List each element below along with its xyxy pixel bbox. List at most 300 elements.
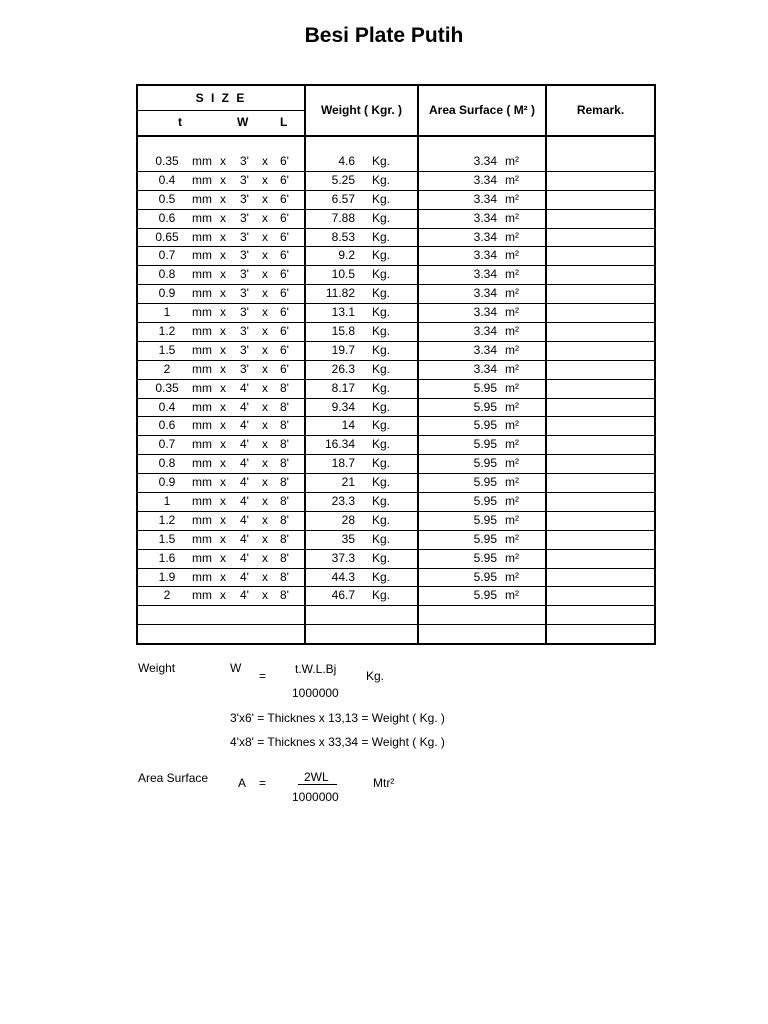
- weight-wrap: [306, 550, 417, 568]
- weight-unit: Kg.: [372, 494, 391, 509]
- weight-unit: Kg.: [372, 286, 391, 301]
- width-value: 3': [240, 286, 249, 301]
- size-cell: [137, 266, 305, 285]
- area-unit: m²: [505, 267, 519, 282]
- remark-cell: [546, 247, 655, 266]
- size-header: S I Z E: [137, 85, 305, 111]
- area-wrap: [419, 474, 545, 492]
- width-value: 4': [240, 569, 249, 584]
- size-wrap: [138, 304, 304, 322]
- area-wrap: [419, 380, 545, 398]
- weight-cell: [305, 493, 418, 512]
- area-wrap: [419, 512, 545, 530]
- times-sign: x: [220, 286, 226, 301]
- weight-cell: [305, 474, 418, 493]
- length-value: 8': [280, 531, 289, 546]
- thickness-unit: mm: [192, 286, 212, 301]
- remark-cell: [546, 209, 655, 228]
- weight-cell: [305, 379, 418, 398]
- area-cell: [418, 587, 546, 606]
- size-cell: [137, 247, 305, 266]
- size-wrap: [138, 361, 304, 379]
- times-sign: x: [220, 172, 226, 187]
- area-fraction-bar: [298, 784, 337, 785]
- table-row: [137, 417, 655, 436]
- area-cell: [418, 398, 546, 417]
- weight-value: 14: [341, 418, 355, 433]
- area-value: 5.95: [473, 418, 497, 433]
- area-wrap: [419, 493, 545, 511]
- thickness-value: 0.5: [158, 191, 176, 206]
- weight-cell: [305, 285, 418, 304]
- size-cell: [137, 568, 305, 587]
- times-sign: x: [262, 248, 268, 263]
- weight-cell: [305, 568, 418, 587]
- times-sign: x: [262, 324, 268, 339]
- weight-value: 10.5: [331, 267, 355, 282]
- weight-wrap: [306, 474, 417, 492]
- weight-value: 18.7: [331, 456, 355, 471]
- weight-header: Weight ( Kgr. ): [305, 85, 418, 136]
- remark-cell: [546, 587, 655, 606]
- remark-cell: [546, 323, 655, 342]
- area-unit: m²: [505, 172, 519, 187]
- times-sign: x: [220, 512, 226, 527]
- weight-value: 26.3: [331, 361, 355, 376]
- size-cell: [137, 511, 305, 530]
- remark-cell: [546, 455, 655, 474]
- size-wrap: [138, 531, 304, 549]
- remark-cell: [546, 285, 655, 304]
- table-row: [137, 247, 655, 266]
- times-sign: x: [262, 456, 268, 471]
- area-cell: [418, 266, 546, 285]
- area-cell: [418, 511, 546, 530]
- length-value: 6': [280, 267, 289, 282]
- thickness-unit: mm: [192, 154, 212, 168]
- thickness-value: 2: [163, 588, 171, 603]
- area-unit: m²: [505, 380, 519, 395]
- remark-cell: [546, 530, 655, 549]
- times-sign: x: [262, 380, 268, 395]
- remark-cell: [546, 568, 655, 587]
- weight-denominator: 1000000: [292, 686, 339, 700]
- weight-cell: [305, 247, 418, 266]
- length-value: 8': [280, 380, 289, 395]
- times-sign: x: [220, 210, 226, 225]
- width-value: 3': [240, 305, 249, 320]
- size-wrap: [138, 399, 304, 417]
- area-value: 5.95: [473, 512, 497, 527]
- size-cell: [137, 417, 305, 436]
- times-sign: x: [262, 229, 268, 244]
- area-cell: [418, 474, 546, 493]
- area-wrap: [419, 342, 545, 360]
- area-cell: [418, 549, 546, 568]
- area-unit: m²: [505, 248, 519, 263]
- area-symbol: A: [238, 776, 247, 790]
- area-wrap: [419, 210, 545, 228]
- length-value: 8': [280, 569, 289, 584]
- remark-cell: [546, 398, 655, 417]
- weight-label: Weight: [138, 661, 176, 675]
- length-value: 6': [280, 154, 289, 168]
- area-wrap: [419, 153, 545, 171]
- times-sign: x: [262, 475, 268, 490]
- weight-cell: [305, 323, 418, 342]
- weight-value: 8.17: [331, 380, 355, 395]
- table-row: [137, 171, 655, 190]
- thickness-value: 1.2: [158, 512, 176, 527]
- times-sign: x: [220, 380, 226, 395]
- area-cell: [418, 379, 546, 398]
- weight-value: 35: [341, 531, 355, 546]
- thickness-unit: mm: [192, 267, 212, 282]
- area-numerator: 2WL: [304, 770, 329, 784]
- weight-cell: [305, 455, 418, 474]
- weight-cell: [305, 304, 418, 323]
- thickness-value: 0.35: [155, 154, 179, 168]
- weight-numerator: t.W.L.Bj: [295, 662, 337, 676]
- table-row: [137, 436, 655, 455]
- weight-unit: Kg.: [372, 229, 391, 244]
- area-value: 3.34: [473, 342, 497, 357]
- thickness-unit: mm: [192, 210, 212, 225]
- weight-value: 21: [341, 475, 355, 490]
- thickness-value: 0.8: [158, 267, 176, 282]
- size-wrap: [138, 342, 304, 360]
- table-row: [137, 455, 655, 474]
- area-cell: [418, 323, 546, 342]
- area-unit: m²: [505, 286, 519, 301]
- times-sign: x: [220, 154, 226, 168]
- area-value: 5.95: [473, 475, 497, 490]
- area-cell: [418, 606, 546, 625]
- area-unit: m²: [505, 342, 519, 357]
- weight-unit: Kg.: [372, 475, 391, 490]
- area-unit: Mtr²: [373, 776, 395, 790]
- weight-wrap: [306, 172, 417, 190]
- size-wrap: [138, 191, 304, 209]
- thickness-unit: mm: [192, 172, 212, 187]
- weight-wrap: [306, 229, 417, 247]
- length-value: 8': [280, 475, 289, 490]
- area-value: 3.34: [473, 248, 497, 263]
- thickness-unit: mm: [192, 324, 212, 339]
- area-label: Area Surface: [138, 771, 209, 785]
- thickness-value: 0.6: [158, 210, 176, 225]
- weight-cell: [305, 398, 418, 417]
- remark-cell: [546, 171, 655, 190]
- area-value: 5.95: [473, 569, 497, 584]
- width-value: 4': [240, 512, 249, 527]
- width-value: 3': [240, 248, 249, 263]
- area-value: 5.95: [473, 437, 497, 452]
- weight-unit: Kg.: [372, 512, 391, 527]
- area-value: 3.34: [473, 305, 497, 320]
- width-value: 4': [240, 418, 249, 433]
- remark-cell: [546, 304, 655, 323]
- width-value: 4': [240, 531, 249, 546]
- area-unit: m²: [505, 588, 519, 603]
- weight-unit: Kg.: [372, 399, 391, 414]
- area-cell: [418, 417, 546, 436]
- size-cell: [137, 398, 305, 417]
- thickness-unit: mm: [192, 305, 212, 320]
- size-cell: [137, 228, 305, 247]
- weight-unit: Kg.: [372, 456, 391, 471]
- weight-unit: Kg.: [372, 437, 391, 452]
- area-unit: m²: [505, 569, 519, 584]
- table-row: [137, 190, 655, 209]
- area-cell: [418, 247, 546, 266]
- weight-cell: [305, 171, 418, 190]
- weight-value: 16.34: [324, 437, 355, 452]
- weight-unit: Kg.: [372, 342, 391, 357]
- table-row: [137, 323, 655, 342]
- size-wrap: [138, 569, 304, 587]
- size-wrap: [138, 266, 304, 284]
- thickness-value: 0.4: [158, 399, 176, 414]
- weight-wrap: [306, 436, 417, 454]
- weight-wrap: [306, 210, 417, 228]
- weight-unit: Kg.: [372, 248, 391, 263]
- table-row: [137, 285, 655, 304]
- t-header: t: [178, 115, 182, 129]
- table-row: [137, 360, 655, 379]
- thickness-value: 0.7: [158, 248, 176, 263]
- times-sign: x: [220, 456, 226, 471]
- thickness-value: 1.5: [158, 531, 176, 546]
- page-title: Besi Plate Putih: [304, 24, 464, 47]
- table-row: [137, 474, 655, 493]
- area-wrap: [419, 436, 545, 454]
- times-sign: x: [262, 550, 268, 565]
- weight-cell: [305, 190, 418, 209]
- weight-value: 28: [341, 512, 355, 527]
- thickness-value: 1.5: [158, 342, 176, 357]
- table-row: [137, 153, 655, 171]
- size-cell: [137, 549, 305, 568]
- area-unit: m²: [505, 531, 519, 546]
- thickness-unit: mm: [192, 399, 212, 414]
- times-sign: x: [220, 588, 226, 603]
- area-wrap: [419, 531, 545, 549]
- table-row: [137, 398, 655, 417]
- area-unit: m²: [505, 456, 519, 471]
- times-sign: x: [220, 248, 226, 263]
- plate-size-table: [136, 84, 656, 645]
- table-row: [137, 511, 655, 530]
- thickness-unit: mm: [192, 512, 212, 527]
- times-sign: x: [262, 437, 268, 452]
- remark-cell: [546, 493, 655, 512]
- area-unit: m²: [505, 191, 519, 206]
- area-unit: m²: [505, 305, 519, 320]
- width-value: 3': [240, 229, 249, 244]
- weight-value: 46.7: [331, 588, 355, 603]
- weight-unit: Kg.: [372, 380, 391, 395]
- width-value: 4': [240, 550, 249, 565]
- size-cell: [137, 606, 305, 625]
- weight-cell: [305, 606, 418, 625]
- size-cell: [137, 587, 305, 606]
- weight-wrap: [306, 569, 417, 587]
- length-value: 8': [280, 399, 289, 414]
- weight-value: 19.7: [331, 342, 355, 357]
- weight-unit: Kg.: [372, 418, 391, 433]
- weight-unit: Kg.: [372, 324, 391, 339]
- area-wrap: [419, 247, 545, 265]
- times-sign: x: [262, 361, 268, 376]
- width-value: 4': [240, 380, 249, 395]
- length-value: 8': [280, 550, 289, 565]
- area-wrap: [419, 569, 545, 587]
- thickness-value: 0.6: [158, 418, 176, 433]
- times-sign: x: [262, 286, 268, 301]
- area-cell: [418, 360, 546, 379]
- area-wrap: [419, 304, 545, 322]
- size-wrap: [138, 323, 304, 341]
- weight-value: 8.53: [331, 229, 355, 244]
- weight-value: 11.82: [325, 286, 355, 301]
- thickness-value: 2: [163, 361, 171, 376]
- weight-cell: [305, 549, 418, 568]
- area-value: 5.95: [473, 531, 497, 546]
- thickness-value: 0.7: [158, 437, 176, 452]
- size-cell: [137, 171, 305, 190]
- area-cell: [418, 190, 546, 209]
- thickness-unit: mm: [192, 229, 212, 244]
- weight-value: 37.3: [331, 550, 355, 565]
- weight-unit: Kg.: [372, 569, 391, 584]
- area-unit: m²: [505, 154, 519, 168]
- area-unit: m²: [505, 210, 519, 225]
- size-wrap: [138, 550, 304, 568]
- length-value: 8': [280, 437, 289, 452]
- thickness-unit: mm: [192, 550, 212, 565]
- weight-wrap: [306, 323, 417, 341]
- length-value: 8': [280, 512, 289, 527]
- size-cell: [137, 153, 305, 171]
- area-cell: [418, 455, 546, 474]
- table-row: [137, 379, 655, 398]
- size-cell: [137, 455, 305, 474]
- weight-wrap: [306, 191, 417, 209]
- area-value: 5.95: [473, 456, 497, 471]
- thickness-unit: mm: [192, 494, 212, 509]
- weight-unit: Kg.: [372, 154, 391, 168]
- remark-cell: [546, 190, 655, 209]
- area-value: 3.34: [473, 267, 497, 282]
- size-cell: [137, 474, 305, 493]
- weight-value: 13.1: [331, 305, 355, 320]
- table-body: [137, 136, 655, 644]
- remark-cell: [546, 436, 655, 455]
- remark-cell: [546, 549, 655, 568]
- weight-unit: Kg.: [372, 267, 391, 282]
- size-wrap: [138, 512, 304, 530]
- length-value: 6': [280, 172, 289, 187]
- weight-cell: [305, 209, 418, 228]
- weight-wrap: [306, 247, 417, 265]
- times-sign: x: [262, 494, 268, 509]
- table-row: [137, 341, 655, 360]
- thickness-value: 1.9: [158, 569, 176, 584]
- size-cell: [137, 360, 305, 379]
- length-value: 6': [280, 324, 289, 339]
- weight-unit: Kg.: [366, 669, 385, 683]
- times-sign: x: [220, 229, 226, 244]
- area-unit: m²: [505, 418, 519, 433]
- length-value: 8': [280, 588, 289, 603]
- size-cell: [137, 625, 305, 644]
- width-value: 3': [240, 210, 249, 225]
- remark-cell: [546, 341, 655, 360]
- length-value: 6': [280, 286, 289, 301]
- size-wrap: [138, 587, 304, 605]
- weight-cell: [305, 228, 418, 247]
- weight-wrap: [306, 493, 417, 511]
- times-sign: x: [262, 512, 268, 527]
- remark-cell: [546, 228, 655, 247]
- width-value: 3': [240, 191, 249, 206]
- weight-cell: [305, 587, 418, 606]
- thickness-unit: mm: [192, 361, 212, 376]
- area-unit: m²: [505, 324, 519, 339]
- length-value: 6': [280, 229, 289, 244]
- area-wrap: [419, 266, 545, 284]
- weight-unit: Kg.: [372, 172, 391, 187]
- times-sign: x: [220, 550, 226, 565]
- w-header: W: [237, 115, 249, 129]
- length-value: 6': [280, 248, 289, 263]
- weight-cell: [305, 530, 418, 549]
- area-unit: m²: [505, 550, 519, 565]
- weight-wrap: [306, 399, 417, 417]
- weight-wrap: [306, 380, 417, 398]
- weight-value: 44.3: [331, 569, 355, 584]
- remark-cell: [546, 474, 655, 493]
- times-sign: x: [262, 588, 268, 603]
- weight-cell: [305, 153, 418, 171]
- area-denominator: 1000000: [292, 790, 339, 804]
- width-value: 3': [240, 361, 249, 376]
- thickness-value: 0.65: [155, 229, 179, 244]
- times-sign: x: [220, 267, 226, 282]
- times-sign: x: [220, 475, 226, 490]
- weight-wrap: [306, 531, 417, 549]
- table-row: [137, 606, 655, 625]
- rule-4x8: 4'x8' = Thicknes x 33,34 = Weight ( Kg. ): [230, 735, 445, 749]
- weight-wrap: [306, 455, 417, 473]
- size-wrap: [138, 417, 304, 435]
- length-value: 8': [280, 456, 289, 471]
- area-value: 3.34: [473, 210, 497, 225]
- spacer-row: [137, 136, 655, 153]
- width-value: 3': [240, 154, 249, 168]
- area-header: Area Surface ( M² ): [418, 85, 546, 136]
- weight-symbol: W: [230, 661, 242, 675]
- thickness-unit: mm: [192, 569, 212, 584]
- table-row: [137, 530, 655, 549]
- times-sign: x: [220, 399, 226, 414]
- table-row: [137, 587, 655, 606]
- times-sign: x: [220, 437, 226, 452]
- remark-cell: [546, 360, 655, 379]
- size-wrap: [138, 493, 304, 511]
- times-sign: x: [262, 154, 268, 168]
